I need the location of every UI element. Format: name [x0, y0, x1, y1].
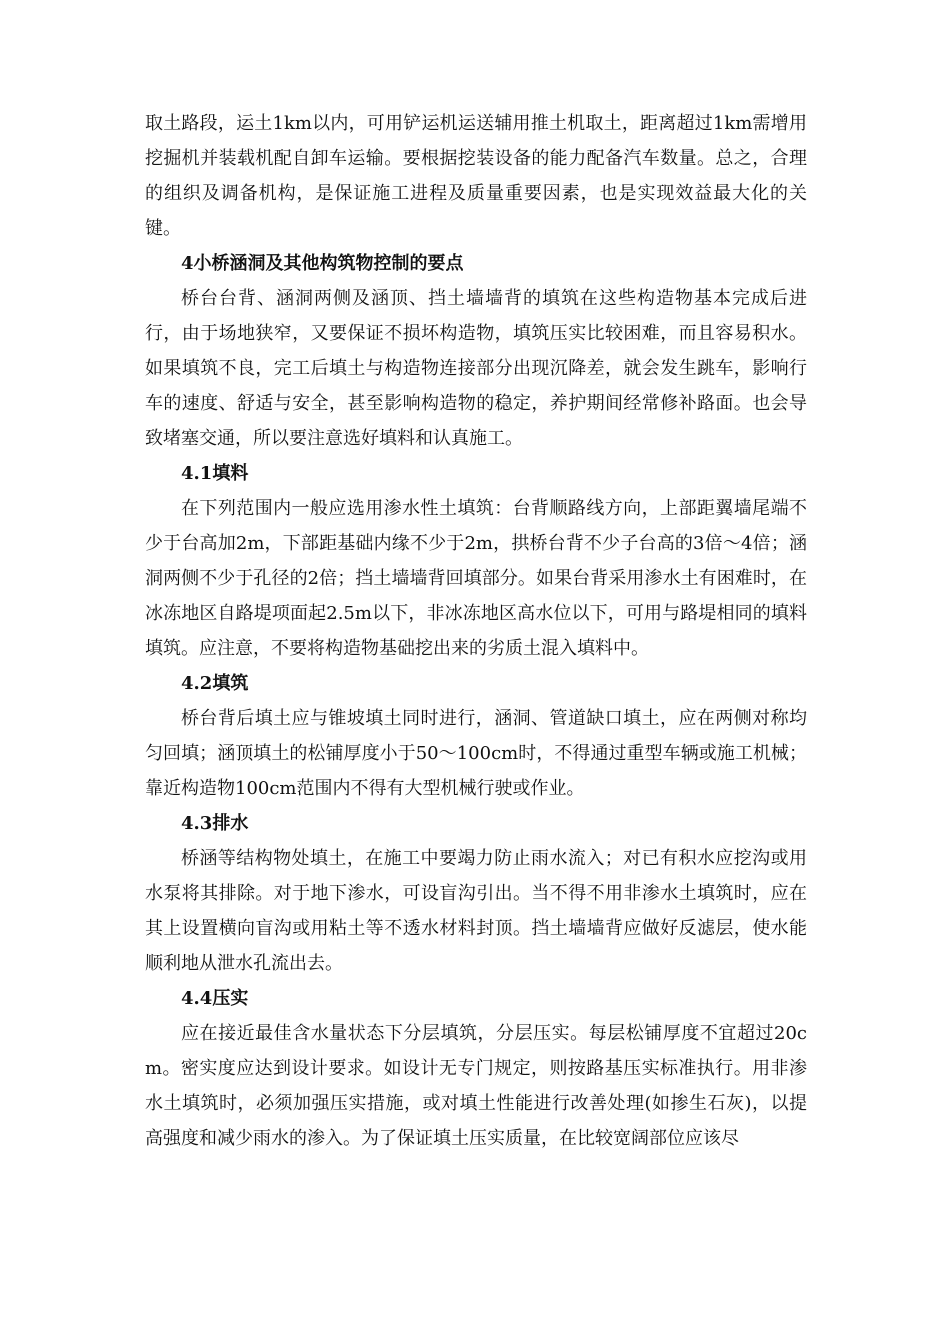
- paragraph-drainage: 桥涵等结构物处填土，在施工中要竭力防止雨水流入；对已有积水应挖沟或用水泵将其排除。对于地下渗水，可设盲沟引出。当不得不用非渗水土填筑时，应在其上设置横向盲沟或用粘土等不透水材料封顶。挡土墙墙背应做好反滤层，使水能顺利地从泄水孔流出去。: [145, 848, 807, 974]
- section-heading-4-3: 4.3排水: [181, 813, 249, 834]
- document-page: [145, 106, 807, 1156]
- paragraph-filling: 桥台背后填土应与锥坡填土同时进行，涵洞、管道缺口填土，应在两侧对称均匀回填；涵顶填土的松铺厚度小于50～100cm时，不得通过重型车辆或施工机械；靠近构造物100cm范围内不得有大型机械行驶或作业。: [145, 708, 807, 799]
- section-heading-4-2: 4.2填筑: [181, 673, 249, 694]
- paragraph-backfill-intro: 桥台台背、涵洞两侧及涵顶、挡土墙墙背的填筑在这些构造物基本完成后进行，由于场地狭窄，又要保证不损坏构造物，填筑压实比较困难，而且容易积水。如果填筑不良，完工后填土与构造物连接部分出现沉降差，就会发生跳车，影响行车的速度、舒适与安全，甚至影响构造物的稳定，养护期间经常修补路面。也会导致堵塞交通，所以要注意选好填料和认真施工。: [145, 288, 807, 449]
- section-heading-4-1: 4.1填料: [181, 463, 249, 484]
- paragraph-compaction: 应在接近最佳含水量状态下分层填筑，分层压实。每层松铺厚度不宜超过20cm。密实度应达到设计要求。如设计无专门规定，则按路基压实标准执行。用非渗水土填筑时，必须加强压实措施，或对填土性能进行改善处理(如掺生石灰)，以提高强度和减少雨水的渗入。为了保证填土压实质量，在比较宽阔部位应该尽: [145, 1023, 807, 1149]
- section-heading-4: 4小桥涵洞及其他构筑物控制的要点: [181, 253, 464, 274]
- paragraph-fill-material: 在下列范围内一般应选用渗水性土填筑：台背顺路线方向，上部距翼墙尾端不少于台高加2m，下部距基础内缘不少于2m，拱桥台背不少子台高的3倍～4倍；涵洞两侧不少于孔径的2倍；挡土墙墙背回填部分。如果台背采用渗水土有困难时，在冰冻地区自路堤项面起2.5m以下，非冰冻地区高水位以下，可用与路堤相同的填料填筑。应注意，不要将构造物基础挖出来的劣质土混入填料中。: [145, 498, 807, 659]
- section-heading-4-4: 4.4压实: [181, 988, 249, 1009]
- paragraph-continuation: 取土路段，运土1km以内，可用铲运机运送辅用推土机取土，距离超过1km需增用挖掘机并装载机配自卸车运输。要根据挖装设备的能力配备汽车数量。总之，合理的组织及调备机构，是保证施工进程及质量重要因素，也是实现效益最大化的关键。: [145, 113, 807, 239]
